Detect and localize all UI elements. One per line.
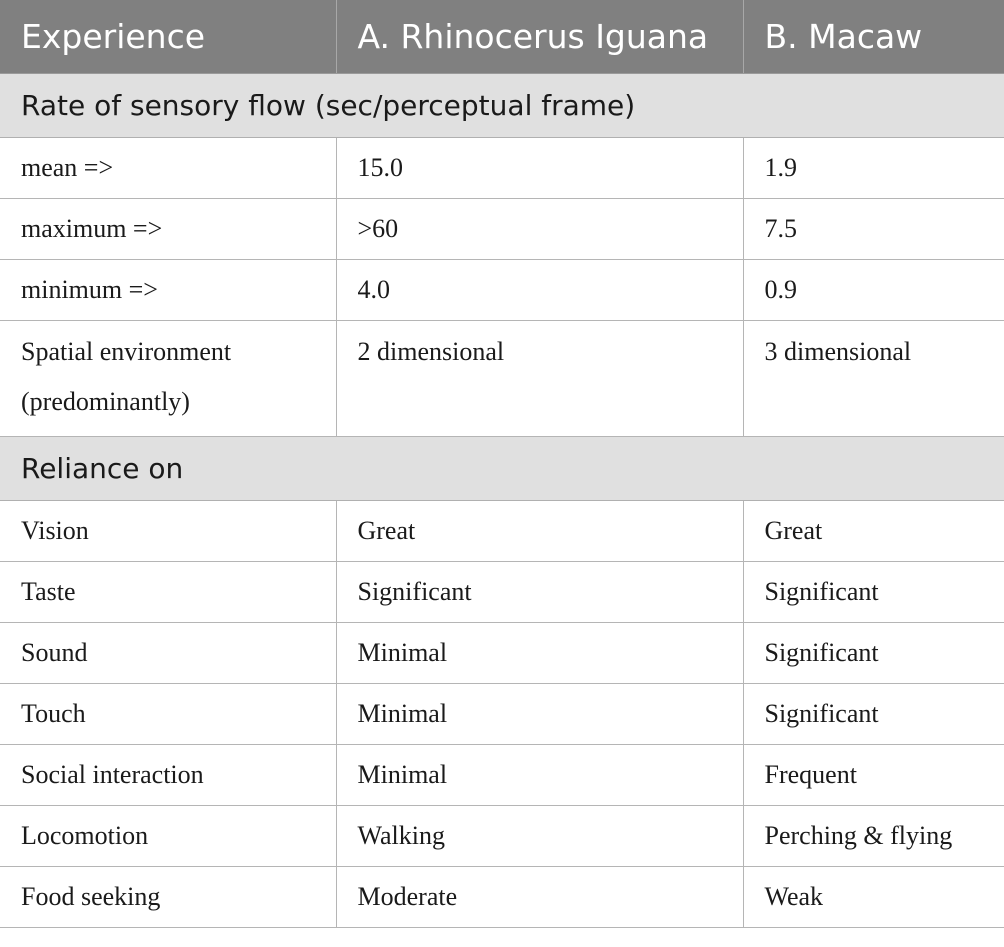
macaw-value: Frequent bbox=[743, 745, 1004, 806]
macaw-value: Weak bbox=[743, 867, 1004, 928]
row-label: Social interaction bbox=[0, 745, 336, 806]
header-row bbox=[0, 0, 1004, 74]
row-label: Food seeking bbox=[0, 867, 336, 928]
table-row bbox=[0, 623, 1004, 684]
header-experience: Experience bbox=[0, 0, 336, 74]
table-row bbox=[0, 138, 1004, 199]
section-row bbox=[0, 437, 1004, 501]
iguana-value: 2 dimensional bbox=[336, 321, 743, 437]
row-label: Locomotion bbox=[0, 806, 336, 867]
table-row bbox=[0, 745, 1004, 806]
section-row bbox=[0, 74, 1004, 138]
iguana-value: 4.0 bbox=[336, 260, 743, 321]
row-label: Vision bbox=[0, 501, 336, 562]
row-label: Taste bbox=[0, 562, 336, 623]
table-row bbox=[0, 321, 1004, 437]
header-rhinocerus-iguana: A. Rhinocerus Iguana bbox=[336, 0, 743, 74]
macaw-value: 3 dimensional bbox=[743, 321, 1004, 437]
iguana-value: Moderate bbox=[336, 867, 743, 928]
table-row bbox=[0, 806, 1004, 867]
iguana-value: >60 bbox=[336, 199, 743, 260]
table-row bbox=[0, 501, 1004, 562]
iguana-value: Minimal bbox=[336, 684, 743, 745]
header-macaw: B. Macaw bbox=[743, 0, 1004, 74]
row-label: Touch bbox=[0, 684, 336, 745]
table-row bbox=[0, 684, 1004, 745]
row-label: Sound bbox=[0, 623, 336, 684]
iguana-value: Minimal bbox=[336, 745, 743, 806]
iguana-value: 15.0 bbox=[336, 138, 743, 199]
macaw-value: Significant bbox=[743, 623, 1004, 684]
macaw-value: Significant bbox=[743, 562, 1004, 623]
table-row bbox=[0, 867, 1004, 928]
iguana-value: Minimal bbox=[336, 623, 743, 684]
iguana-value: Walking bbox=[336, 806, 743, 867]
macaw-value: 0.9 bbox=[743, 260, 1004, 321]
row-label: mean => bbox=[0, 138, 336, 199]
macaw-value: 7.5 bbox=[743, 199, 1004, 260]
iguana-value: Significant bbox=[336, 562, 743, 623]
row-label: minimum => bbox=[0, 260, 336, 321]
row-label: maximum => bbox=[0, 199, 336, 260]
section-title: Rate of sensory flow (sec/perceptual frame) bbox=[0, 74, 1004, 138]
macaw-value: 1.9 bbox=[743, 138, 1004, 199]
macaw-value: Great bbox=[743, 501, 1004, 562]
macaw-value: Perching & flying bbox=[743, 806, 1004, 867]
macaw-value: Significant bbox=[743, 684, 1004, 745]
table-row bbox=[0, 562, 1004, 623]
section-title: Reliance on bbox=[0, 437, 1004, 501]
table-row bbox=[0, 199, 1004, 260]
iguana-value: Great bbox=[336, 501, 743, 562]
table-row bbox=[0, 260, 1004, 321]
row-label: Spatial environment (predominantly) bbox=[0, 321, 336, 437]
